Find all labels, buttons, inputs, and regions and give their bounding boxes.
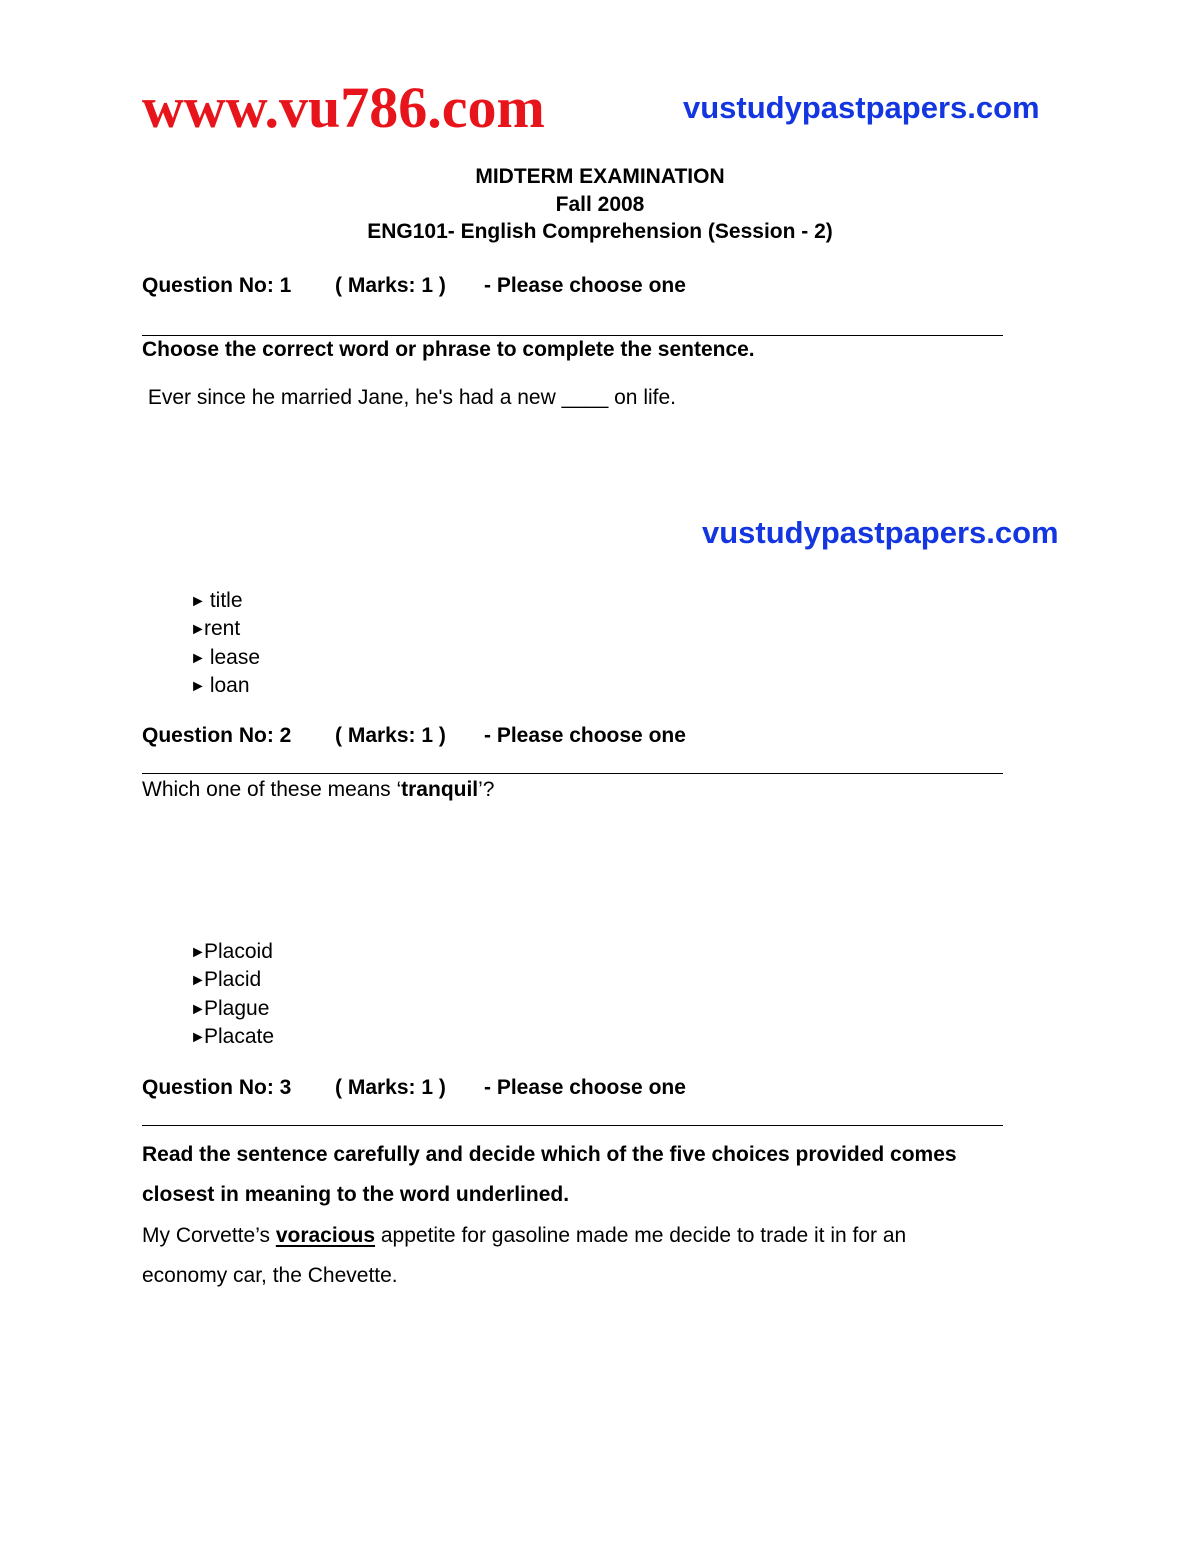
keyword: tranquil <box>401 778 479 801</box>
text-line: economy car, the Chevette. <box>142 1264 398 1287</box>
question-number: Question No: 3 <box>142 1076 292 1099</box>
question-1-prompt: Choose the correct word or phrase to complete the sentence. <box>142 338 755 361</box>
option-item[interactable] <box>190 615 260 643</box>
option-label: rent <box>204 617 241 641</box>
triangle-bullet-icon: ► <box>190 621 206 639</box>
option-item[interactable] <box>190 644 260 672</box>
question-instruction: - Please choose one <box>484 724 686 747</box>
question-3-divider <box>142 1125 1003 1126</box>
question-3-text <box>142 1216 906 1296</box>
option-label: title <box>204 589 243 612</box>
option-label: lease <box>204 645 261 669</box>
question-instruction: - Please choose one <box>484 1076 686 1099</box>
question-number: Question No: 1 <box>142 274 292 297</box>
question-1-text: Ever since he married Jane, he's had a new ____ on life. <box>142 386 676 409</box>
watermark-vu786: www.vu786.com <box>142 75 545 140</box>
option-label: Plague <box>204 996 270 1020</box>
exam-term: Fall 2008 <box>555 193 645 216</box>
watermark-vustudypastpapers-middle: vustudypastpapers.com <box>702 515 1059 550</box>
question-2-text <box>142 777 495 803</box>
triangle-bullet-icon: ► <box>190 972 206 990</box>
text-segment: ’? <box>478 778 495 801</box>
option-label: loan <box>204 673 250 697</box>
triangle-bullet-icon: ► <box>190 593 206 610</box>
text-line <box>142 1216 906 1256</box>
question-1-divider <box>142 335 1003 336</box>
triangle-bullet-icon: ► <box>190 1000 206 1018</box>
question-marks: ( Marks: 1 ) <box>335 1076 446 1099</box>
option-item[interactable] <box>190 1023 274 1051</box>
question-3-header <box>142 1075 686 1101</box>
question-1-options <box>190 587 260 700</box>
prompt-line: Read the sentence carefully and decide which of the five choices provided comes <box>142 1143 957 1166</box>
question-marks: ( Marks: 1 ) <box>335 274 446 297</box>
question-marks: ( Marks: 1 ) <box>335 724 446 747</box>
triangle-bullet-icon: ► <box>190 649 206 667</box>
option-item[interactable] <box>190 587 260 615</box>
prompt-line: closest in meaning to the word underlined. <box>142 1183 570 1206</box>
option-label: Placid <box>204 968 262 992</box>
triangle-bullet-icon: ► <box>190 677 206 695</box>
text-segment: appetite for gasoline made me decide to trade it in for an <box>375 1224 907 1247</box>
option-item[interactable] <box>190 938 274 966</box>
option-item[interactable] <box>190 995 274 1023</box>
option-item[interactable] <box>190 672 260 700</box>
option-item[interactable] <box>190 966 274 994</box>
exam-course: ENG101- English Comprehension (Session - 2) <box>367 220 833 243</box>
question-3-prompt <box>142 1135 957 1215</box>
question-2-options <box>190 938 274 1051</box>
question-2-header <box>142 723 686 749</box>
question-1-header <box>142 273 686 299</box>
text-segment: My Corvette’s <box>142 1224 276 1247</box>
underlined-word: voracious <box>275 1224 376 1247</box>
question-number: Question No: 2 <box>142 724 292 747</box>
option-label: Placate <box>204 1024 275 1048</box>
triangle-bullet-icon: ► <box>190 1028 206 1046</box>
option-label: Placoid <box>204 940 273 963</box>
watermark-vustudypastpapers-top: vustudypastpapers.com <box>683 90 1040 125</box>
text-segment: Which one of these means ‘ <box>142 778 402 801</box>
exam-title: MIDTERM EXAMINATION <box>475 165 725 188</box>
question-instruction: - Please choose one <box>484 274 686 297</box>
question-2-divider <box>142 773 1003 774</box>
triangle-bullet-icon: ► <box>190 944 206 961</box>
